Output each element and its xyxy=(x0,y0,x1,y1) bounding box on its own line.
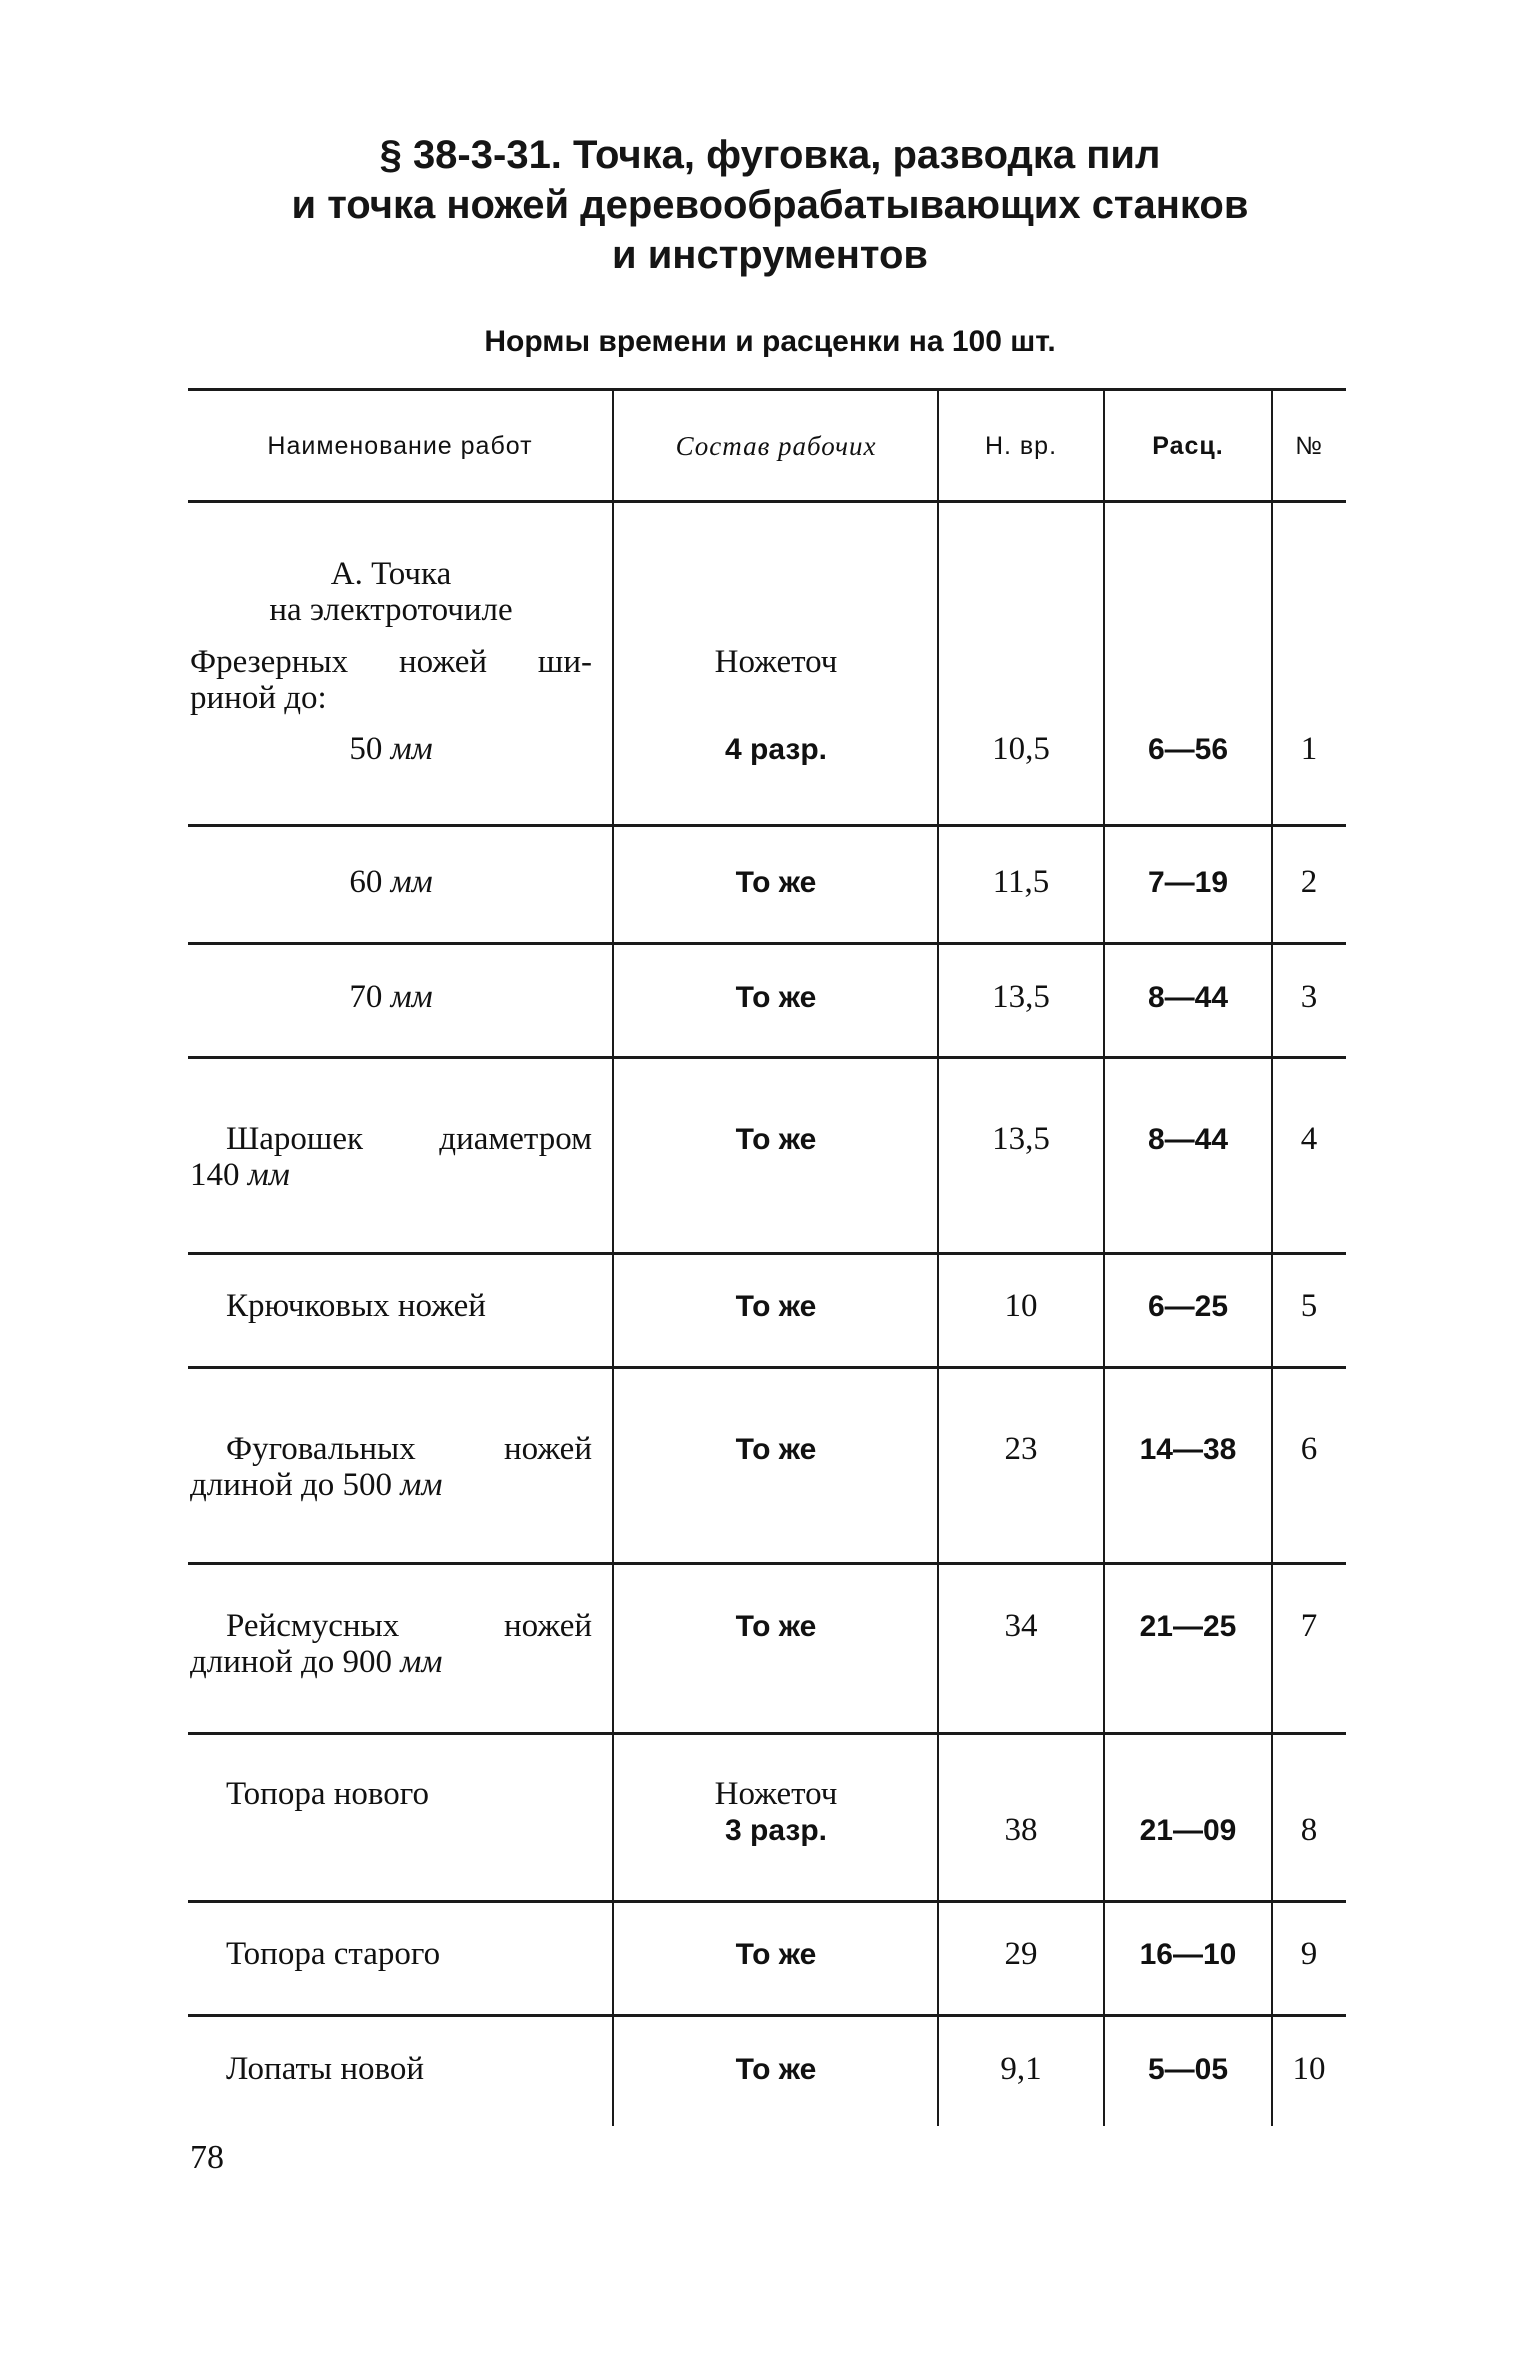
header-bottom-rule xyxy=(188,500,1346,503)
table-top-rule xyxy=(188,388,1346,391)
row-divider xyxy=(188,1056,1346,1059)
table-row-6-name-line-1: Фуговальных ножей xyxy=(226,1431,592,1467)
table-row-6-number: 6 xyxy=(1300,1431,1318,1467)
table-row-3-crew: То же xyxy=(735,981,817,1014)
column-header-name: Наименование работ xyxy=(267,432,533,460)
table-row-3-time: 13,5 xyxy=(992,979,1050,1015)
table-row-4-name-line-2: 140 мм xyxy=(190,1157,290,1193)
table-row-5-rate: 6—25 xyxy=(1147,1290,1229,1323)
section-subtitle: на электроточиле xyxy=(269,592,513,628)
table-subtitle: Нормы времени и расценки на 100 шт. xyxy=(484,325,1056,358)
table-row-2-number: 2 xyxy=(1300,864,1318,900)
heading-line-1: § 38-3-31. Точка, фуговка, разводка пил xyxy=(379,133,1161,177)
table-row-8-number: 8 xyxy=(1300,1812,1318,1848)
table-row-6-time: 23 xyxy=(1004,1431,1038,1467)
table-row-7-time: 34 xyxy=(1004,1608,1038,1644)
column-rule xyxy=(612,390,614,2126)
column-header-rate: Расц. xyxy=(1152,432,1224,460)
table-row-8-name: Топора нового xyxy=(226,1776,429,1812)
table-row-2-crew: То же xyxy=(735,866,817,899)
table-row-2-rate: 7—19 xyxy=(1147,866,1229,899)
table-row-10-crew: То же xyxy=(735,2053,817,2086)
table-row-7-rate: 21—25 xyxy=(1139,1610,1237,1643)
column-header-time: Н. вр. xyxy=(984,432,1058,460)
table-row-4-rate: 8—44 xyxy=(1147,1123,1229,1156)
column-rule xyxy=(1271,390,1273,2126)
table-row-6-crew: То же xyxy=(735,1433,817,1466)
table-row-8-crew-profession: Ножеточ xyxy=(714,1776,838,1812)
table-row-10-rate: 5—05 xyxy=(1147,2053,1229,2086)
table-row-4-name-line-1: Шарошек диаметром xyxy=(226,1121,592,1157)
table-row-6-rate: 14—38 xyxy=(1139,1433,1237,1466)
table-row-3-rate: 8—44 xyxy=(1147,981,1229,1014)
page-number: 78 xyxy=(190,2139,224,2176)
table-row-1-time: 10,5 xyxy=(992,731,1050,767)
row-divider xyxy=(188,2014,1346,2017)
group-title-line-2: риной до: xyxy=(190,680,327,716)
table-row-10-name: Лопаты новой xyxy=(226,2051,425,2087)
table-row-5-name: Крючковых ножей xyxy=(226,1288,486,1324)
section-heading xyxy=(190,130,1350,280)
table-row-10-number: 10 xyxy=(1292,2051,1326,2087)
table-row-7-name-line-1: Рейсмусных ножей xyxy=(226,1608,592,1644)
table-row-4-number: 4 xyxy=(1300,1121,1318,1157)
table-row-10-time: 9,1 xyxy=(1000,2051,1042,2087)
table-row-9-name: Топора старого xyxy=(226,1936,441,1972)
table-row-1-number: 1 xyxy=(1300,731,1318,767)
table-row-4-crew: То же xyxy=(735,1123,817,1156)
table-row-7-crew: То же xyxy=(735,1610,817,1643)
table-row-9-time: 29 xyxy=(1004,1936,1038,1972)
table-row-5-number: 5 xyxy=(1300,1288,1318,1324)
table-row-9-rate: 16—10 xyxy=(1139,1938,1237,1971)
column-rule xyxy=(1103,390,1105,2126)
heading-line-2: и точка ножей деревообрабатывающих станков xyxy=(291,183,1249,227)
table-row-1-crew-grade: 4 разр. xyxy=(725,733,827,766)
table-row-8-crew-grade: 3 разр. xyxy=(725,1814,827,1847)
row-divider xyxy=(188,1900,1346,1903)
row-divider xyxy=(188,824,1346,827)
table-row-4-time: 13,5 xyxy=(992,1121,1050,1157)
column-rule xyxy=(937,390,939,2126)
row-divider xyxy=(188,942,1346,945)
table-row-7-name-line-2: длиной до 900 мм xyxy=(190,1644,443,1680)
table-row-9-number: 9 xyxy=(1300,1936,1318,1972)
table-row-6-name-line-2: длиной до 500 мм xyxy=(190,1467,443,1503)
row-divider xyxy=(188,1562,1346,1565)
column-header-crew: Состав рабочих xyxy=(675,431,877,461)
table-row-1-name: 50 мм xyxy=(349,731,433,767)
heading-line-3: и инструментов xyxy=(612,233,928,277)
table-row-5-time: 10 xyxy=(1004,1288,1038,1324)
table-row-5-crew: То же xyxy=(735,1290,817,1323)
row-divider xyxy=(188,1252,1346,1255)
table-row-7-number: 7 xyxy=(1300,1608,1318,1644)
table-row-3-name: 70 мм xyxy=(349,979,433,1015)
row-divider xyxy=(188,1366,1346,1369)
table-row-2-name: 60 мм xyxy=(349,864,433,900)
table-row-9-crew: То же xyxy=(735,1938,817,1971)
table-row-2-time: 11,5 xyxy=(992,864,1050,900)
column-header-number: № xyxy=(1295,432,1323,460)
table-row-8-time: 38 xyxy=(1004,1812,1038,1848)
table-row-1-rate: 6—56 xyxy=(1147,733,1229,766)
table-row-1-crew-profession: Ножеточ xyxy=(714,644,838,680)
table-row-3-number: 3 xyxy=(1300,979,1318,1015)
row-divider xyxy=(188,1732,1346,1735)
section-title: А. Точка xyxy=(330,556,452,592)
table-row-8-rate: 21—09 xyxy=(1139,1814,1237,1847)
group-title-line-1: Фрезерных ножей ши- xyxy=(190,644,592,680)
